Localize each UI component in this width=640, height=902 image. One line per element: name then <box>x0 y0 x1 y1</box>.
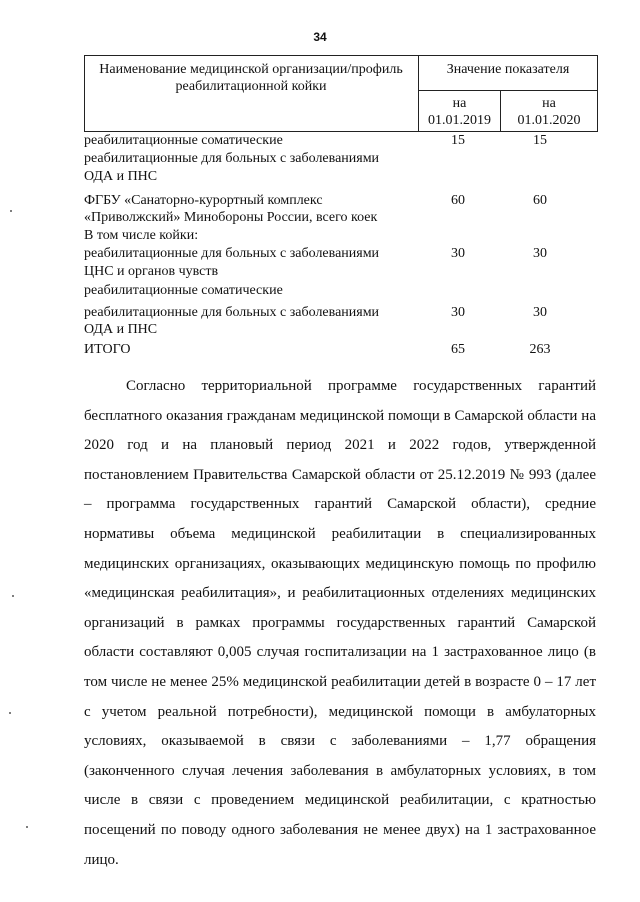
row-total-value-2019: 65 <box>451 342 465 357</box>
row-5-value-2019: 30 <box>451 246 465 261</box>
header-date-2019-prefix: на <box>452 96 467 111</box>
row-3-label-line-1: ФГБУ «Санаторно-курортный комплекс <box>84 193 323 208</box>
row-5-label-line-1: реабилитационные для больных с заболеваниями <box>84 246 380 261</box>
scan-speck <box>10 210 12 212</box>
header-date-2019-value: 01.01.2019 <box>428 113 491 128</box>
row-total-label: ИТОГО <box>84 342 131 357</box>
header-name-cell: Наименование медицинской организации/профиль реабилитационной койки <box>99 62 403 94</box>
header-date-2020-prefix: на <box>542 96 556 111</box>
table-right-border <box>597 55 598 132</box>
table-top-border <box>84 55 598 56</box>
row-4-label: В том числе койки: <box>84 228 199 243</box>
scan-speck <box>26 826 28 828</box>
row-7-value-2020: 30 <box>533 305 547 320</box>
row-5-value-2020: 30 <box>533 246 547 261</box>
body-paragraph-text: Согласно территориальной программе государственных гарантий бесплатного оказания гражданам медицинской помощи в Самарской области на 2020 год и на плановый период 2021 и 2022 годов, утвержденной постановлением Правительства Самарской области от 25.12.2019 № 993 (далее – программа государственных гарантий Самарской области), средние нормативы объема медицинской реабилитации в специализированных медицинских организациях, оказывающих медицинскую помощь по профилю «медицинская реабилитация», и реабилитационных отделениях медицинских организаций в рамках программы государственных гарантий Самарской области составляют 0,005 случая госпитализации на 1 застрахованное лицо (в том числе не менее 25% медицинской реабилитации детей в возрасте 0 – 17 лет с учетом реальной потребности), медицинской помощи в амбулаторных условиях, оказываемой в связи с заболеваниями – 1,77 обращения (законченного случая лечения заболевания в амбулаторных условиях, в том числе в связи с проведением медицинской реабилитации, с кратностью посещений по поводу одного заболевания не менее двух) на 1 застрахованное лицо. <box>84 378 596 868</box>
row-3-label-line-2: «Приволжский» Минобороны России, всего коек <box>84 210 378 225</box>
header-value-cell: Значение показателя <box>446 62 570 77</box>
scan-speck <box>12 595 14 597</box>
row-6-label: реабилитационные соматические <box>84 283 283 298</box>
row-1-label: реабилитационные соматические <box>84 133 283 148</box>
page-number: 34 <box>313 30 327 44</box>
row-5-label-line-2: ЦНС и органов чувств <box>84 264 219 279</box>
row-3-value-2019: 60 <box>451 193 465 208</box>
row-7-label-line-2: ОДА и ПНС <box>84 322 158 337</box>
row-7-label-line-1: реабилитационные для больных с заболеваниями <box>84 305 380 320</box>
row-3-value-2020: 60 <box>533 193 547 208</box>
header-date-2020-value: 01.01.2020 <box>517 113 581 128</box>
body-paragraph <box>84 372 596 875</box>
scan-speck <box>9 712 11 714</box>
row-total-value-2020: 263 <box>529 342 551 357</box>
row-7-value-2019: 30 <box>451 305 465 320</box>
header-date-2020 <box>501 95 597 129</box>
row-2-label-line-2: ОДА и ПНС <box>84 169 158 184</box>
header-split-line <box>418 90 598 91</box>
row-2-label-line-1: реабилитационные для больных с заболеваниями <box>84 151 380 166</box>
row-1-value-2019: 15 <box>451 133 465 148</box>
table-header-bottom-border <box>84 131 598 132</box>
table-left-border <box>84 55 85 132</box>
row-1-value-2020: 15 <box>533 133 547 148</box>
header-date-2019 <box>419 95 500 129</box>
